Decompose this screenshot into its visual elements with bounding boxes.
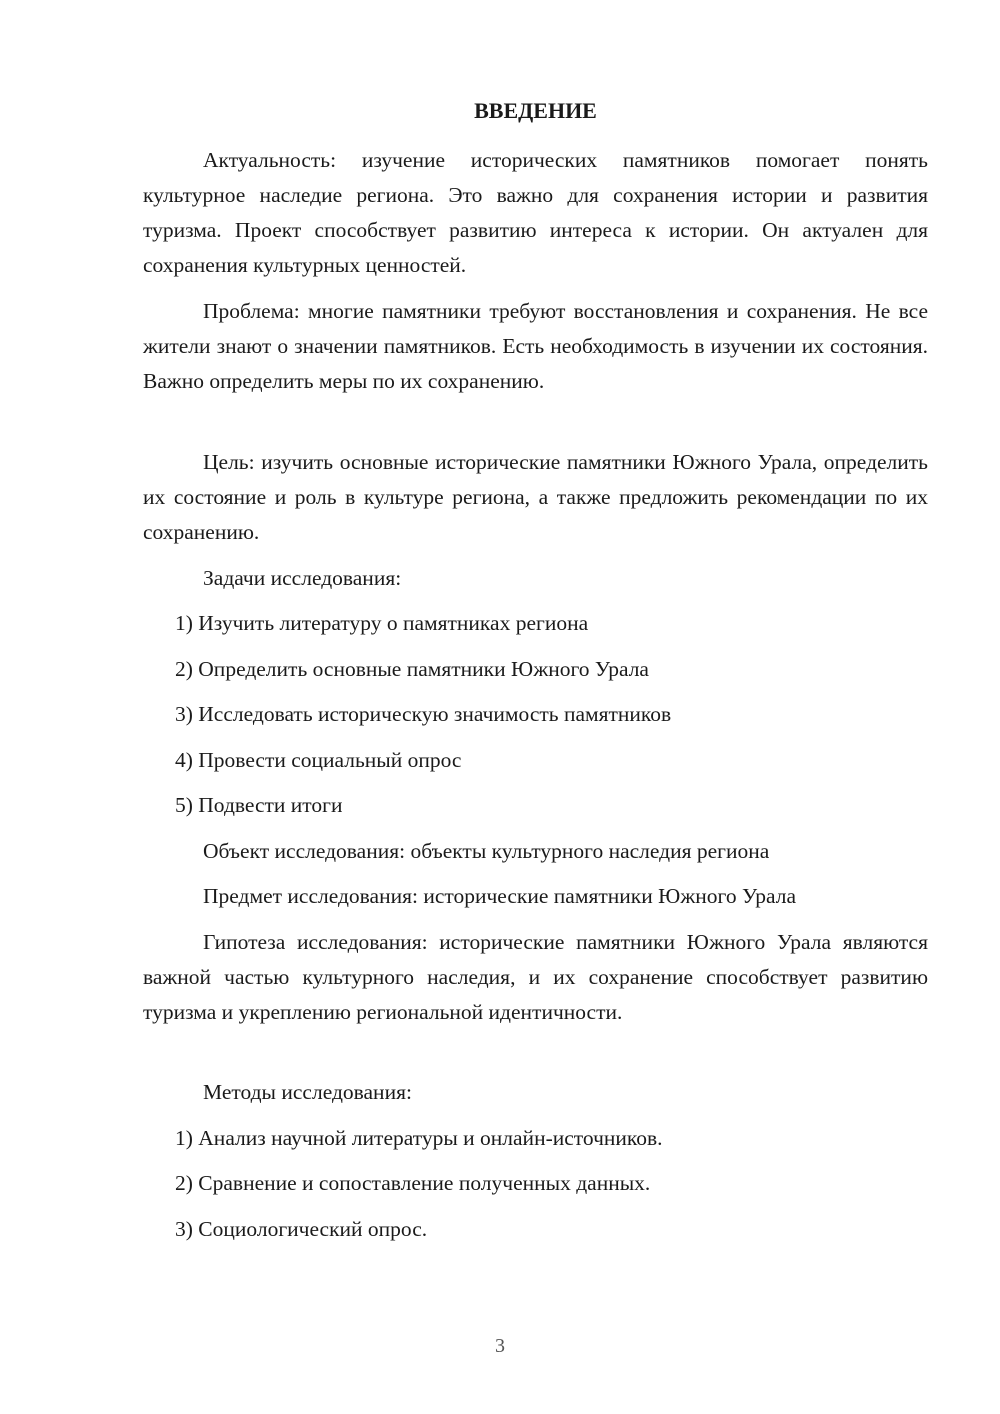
section-title: ВВЕДЕНИЕ xyxy=(474,98,597,123)
research-object: Объект исследования: объекты культурного наследия региона xyxy=(203,839,770,863)
research-subject: Предмет исследования: исторические памятники Южного Урала xyxy=(203,884,797,908)
task-item: 1) Изучить литературу о памятниках региона xyxy=(175,611,589,635)
method-item: 2) Сравнение и сопоставление полученных данных. xyxy=(175,1171,651,1195)
problem-paragraph: Проблема: многие памятники требуют восстановления и сохранения. Не все жители знают о значении памятников. Есть необходимость в изучении их состояния. Важно определить меры по их сохранению. xyxy=(143,299,928,393)
page-number: 3 xyxy=(495,1335,505,1357)
task-item: 2) Определить основные памятники Южного Урала xyxy=(175,657,649,681)
relevance-paragraph: Актуальность: изучение исторических памятников помогает понять культурное наследие региона. Это важно для сохранения истории и развития туризма. Проект способствует развитию интереса к истории. Он актуален для сохранения культурных ценностей. xyxy=(143,148,928,277)
hypothesis-paragraph: Гипотеза исследования: исторические памятники Южного Урала являются важной частью культурного наследия, и их сохранение способствует развитию туризма и укреплению региональной идентичности. xyxy=(143,930,928,1024)
task-item: 5) Подвести итоги xyxy=(175,793,343,817)
methods-heading: Методы исследования: xyxy=(203,1080,412,1104)
task-item: 4) Провести социальный опрос xyxy=(175,748,462,772)
method-item: 1) Анализ научной литературы и онлайн-источников. xyxy=(175,1126,663,1150)
task-item: 3) Исследовать историческую значимость памятников xyxy=(175,702,672,726)
tasks-heading: Задачи исследования: xyxy=(203,566,402,590)
goal-paragraph: Цель: изучить основные исторические памятники Южного Урала, определить их состояние и роль в культуре региона, а также предложить рекомендации по их сохранению. xyxy=(143,450,928,544)
method-item: 3) Социологический опрос. xyxy=(175,1217,428,1241)
